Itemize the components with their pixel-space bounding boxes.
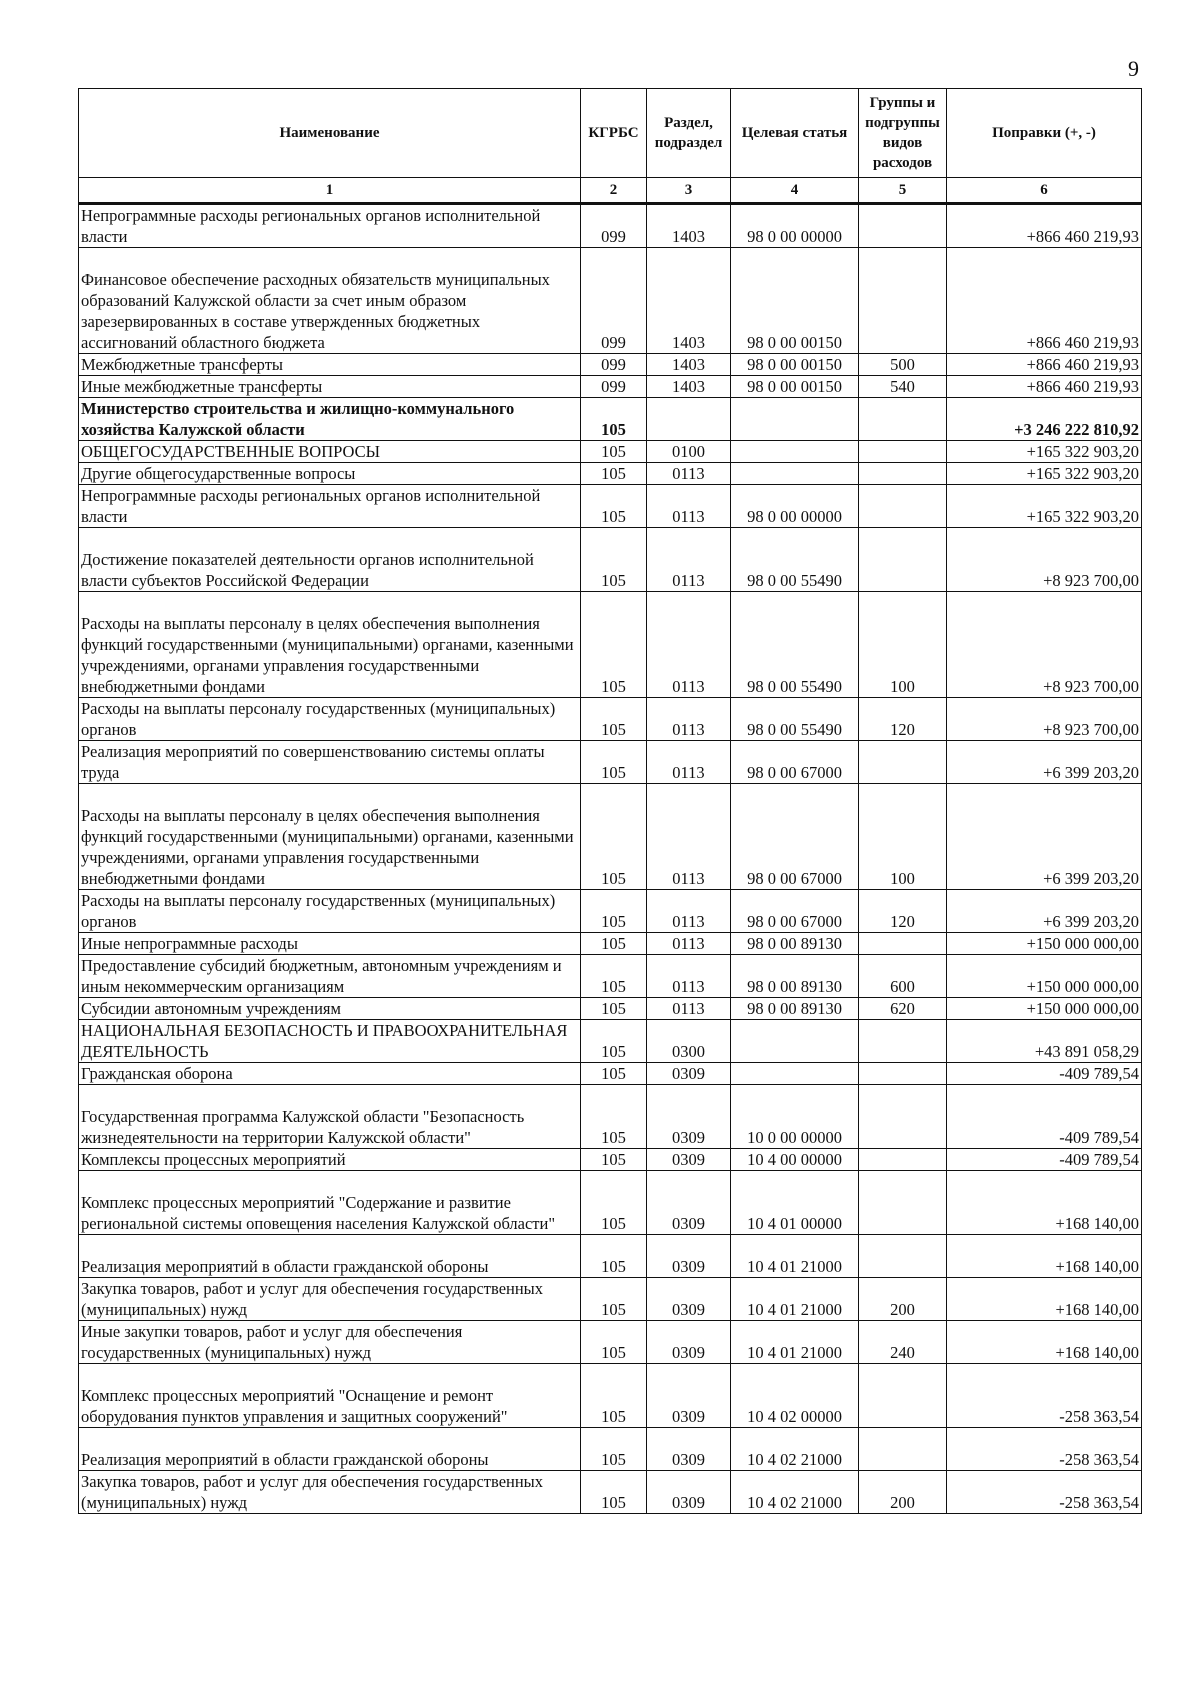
column-number: 1 — [79, 178, 581, 204]
row-target-article: 98 0 00 89130 — [731, 998, 859, 1020]
row-kgrbs: 105 — [581, 955, 647, 998]
row-section: 0309 — [647, 1321, 731, 1364]
row-name: Комплексы процессных мероприятий — [79, 1149, 581, 1171]
row-kgrbs: 099 — [581, 376, 647, 398]
row-amount: +168 140,00 — [947, 1321, 1142, 1364]
row-kgrbs: 105 — [581, 1428, 647, 1471]
row-amount: +6 399 203,20 — [947, 741, 1142, 784]
row-amount: +6 399 203,20 — [947, 890, 1142, 933]
row-amount: +150 000 000,00 — [947, 955, 1142, 998]
row-expense-group: 200 — [859, 1471, 947, 1514]
column-number: 2 — [581, 178, 647, 204]
row-amount: +168 140,00 — [947, 1235, 1142, 1278]
row-expense-group — [859, 741, 947, 784]
row-expense-group — [859, 248, 947, 354]
row-section: 0309 — [647, 1471, 731, 1514]
row-target-article — [731, 398, 859, 441]
row-kgrbs: 105 — [581, 1149, 647, 1171]
row-section: 0113 — [647, 485, 731, 528]
column-number: 3 — [647, 178, 731, 204]
row-section: 0113 — [647, 463, 731, 485]
row-name: Межбюджетные трансферты — [79, 354, 581, 376]
row-target-article: 98 0 00 55490 — [731, 528, 859, 592]
row-name: Расходы на выплаты персоналу государственных (муниципальных) органов — [79, 698, 581, 741]
row-target-article: 98 0 00 67000 — [731, 741, 859, 784]
budget-table — [78, 88, 1142, 1514]
row-section: 0309 — [647, 1235, 731, 1278]
table-row — [79, 398, 1142, 441]
row-target-article: 98 0 00 67000 — [731, 784, 859, 890]
row-name: Другие общегосударственные вопросы — [79, 463, 581, 485]
header-name: Наименование — [79, 89, 581, 178]
row-target-article: 98 0 00 00150 — [731, 354, 859, 376]
row-expense-group — [859, 933, 947, 955]
table-row — [79, 1171, 1142, 1235]
table-row — [79, 1364, 1142, 1428]
row-target-article: 10 4 01 21000 — [731, 1278, 859, 1321]
row-amount: -409 789,54 — [947, 1063, 1142, 1085]
row-kgrbs: 099 — [581, 354, 647, 376]
table-row — [79, 485, 1142, 528]
row-expense-group: 540 — [859, 376, 947, 398]
row-target-article: 10 4 01 21000 — [731, 1321, 859, 1364]
table-row — [79, 1278, 1142, 1321]
header-section: Раздел, подраздел — [647, 89, 731, 178]
row-section: 1403 — [647, 354, 731, 376]
table-row — [79, 784, 1142, 890]
table-row — [79, 1321, 1142, 1364]
row-section: 0113 — [647, 698, 731, 741]
column-number: 5 — [859, 178, 947, 204]
row-section: 0309 — [647, 1171, 731, 1235]
table-row — [79, 1235, 1142, 1278]
header-groups: Группы и подгруппы видов расходов — [859, 89, 947, 178]
row-target-article: 98 0 00 67000 — [731, 890, 859, 933]
row-section: 0113 — [647, 933, 731, 955]
row-target-article: 98 0 00 55490 — [731, 592, 859, 698]
row-section — [647, 398, 731, 441]
row-amount: +165 322 903,20 — [947, 485, 1142, 528]
row-name: Иные закупки товаров, работ и услуг для обеспечения государственных (муниципальных) нужд — [79, 1321, 581, 1364]
row-name: Иные непрограммные расходы — [79, 933, 581, 955]
row-section: 0113 — [647, 741, 731, 784]
table-row — [79, 1149, 1142, 1171]
row-kgrbs: 105 — [581, 1085, 647, 1149]
row-expense-group — [859, 1235, 947, 1278]
table-row — [79, 1020, 1142, 1063]
row-expense-group: 120 — [859, 698, 947, 741]
row-section: 0300 — [647, 1020, 731, 1063]
row-kgrbs: 105 — [581, 1364, 647, 1428]
row-section: 0309 — [647, 1364, 731, 1428]
row-kgrbs: 105 — [581, 463, 647, 485]
row-target-article: 10 4 02 21000 — [731, 1428, 859, 1471]
row-kgrbs: 105 — [581, 528, 647, 592]
row-name: Реализация мероприятий в области гражданской обороны — [79, 1235, 581, 1278]
row-target-article: 10 4 01 00000 — [731, 1171, 859, 1235]
row-expense-group: 100 — [859, 784, 947, 890]
row-kgrbs: 105 — [581, 741, 647, 784]
row-section: 1403 — [647, 376, 731, 398]
row-kgrbs: 105 — [581, 998, 647, 1020]
row-kgrbs: 105 — [581, 1278, 647, 1321]
row-name: Непрограммные расходы региональных органов исполнительной власти — [79, 204, 581, 248]
row-expense-group — [859, 1171, 947, 1235]
row-name: Расходы на выплаты персоналу государственных (муниципальных) органов — [79, 890, 581, 933]
page-number: 9 — [1128, 56, 1139, 81]
row-name: Закупка товаров, работ и услуг для обеспечения государственных (муниципальных) нужд — [79, 1471, 581, 1514]
row-name: Комплекс процессных мероприятий "Оснащение и ремонт оборудования пунктов управления и защитных сооружений" — [79, 1364, 581, 1428]
row-kgrbs: 105 — [581, 1171, 647, 1235]
table-row — [79, 463, 1142, 485]
row-amount: +8 923 700,00 — [947, 592, 1142, 698]
row-name: Предоставление субсидий бюджетным, автономным учреждениям и иным некоммерческим организациям — [79, 955, 581, 998]
row-target-article: 98 0 00 00150 — [731, 248, 859, 354]
row-target-article: 10 4 02 00000 — [731, 1364, 859, 1428]
row-kgrbs: 105 — [581, 1235, 647, 1278]
row-kgrbs: 105 — [581, 1321, 647, 1364]
row-name: ОБЩЕГОСУДАРСТВЕННЫЕ ВОПРОСЫ — [79, 441, 581, 463]
row-amount: +866 460 219,93 — [947, 248, 1142, 354]
table-header — [79, 89, 1142, 204]
row-name: Расходы на выплаты персоналу в целях обеспечения выполнения функций государственными (муниципальными) органами, казенными учреждениями, органами управления государственными внебюджетными фондами — [79, 784, 581, 890]
table-row — [79, 1428, 1142, 1471]
row-expense-group — [859, 1063, 947, 1085]
row-amount: +165 322 903,20 — [947, 463, 1142, 485]
row-section: 0309 — [647, 1428, 731, 1471]
row-expense-group: 200 — [859, 1278, 947, 1321]
row-name: Расходы на выплаты персоналу в целях обеспечения выполнения функций государственными (муниципальными) органами, казенными учреждениями, органами управления государственными внебюджетными фондами — [79, 592, 581, 698]
row-target-article — [731, 463, 859, 485]
row-target-article: 98 0 00 00150 — [731, 376, 859, 398]
column-numbers-row — [79, 178, 1142, 204]
row-target-article — [731, 1020, 859, 1063]
row-target-article: 98 0 00 00000 — [731, 204, 859, 248]
row-target-article: 98 0 00 55490 — [731, 698, 859, 741]
row-kgrbs: 105 — [581, 398, 647, 441]
row-amount: -409 789,54 — [947, 1085, 1142, 1149]
row-section: 0100 — [647, 441, 731, 463]
row-name: Закупка товаров, работ и услуг для обеспечения государственных (муниципальных) нужд — [79, 1278, 581, 1321]
table-row — [79, 955, 1142, 998]
column-number: 6 — [947, 178, 1142, 204]
row-amount: +150 000 000,00 — [947, 933, 1142, 955]
row-kgrbs: 105 — [581, 1020, 647, 1063]
table-row — [79, 741, 1142, 784]
table-row — [79, 441, 1142, 463]
row-kgrbs: 105 — [581, 784, 647, 890]
row-section: 0113 — [647, 592, 731, 698]
row-amount: +8 923 700,00 — [947, 698, 1142, 741]
row-target-article: 98 0 00 89130 — [731, 933, 859, 955]
row-kgrbs: 105 — [581, 1063, 647, 1085]
table-row — [79, 528, 1142, 592]
table-row — [79, 354, 1142, 376]
row-name: Достижение показателей деятельности органов исполнительной власти субъектов Российской Федерации — [79, 528, 581, 592]
row-section: 0113 — [647, 784, 731, 890]
row-expense-group — [859, 1085, 947, 1149]
row-expense-group: 100 — [859, 592, 947, 698]
row-amount: +168 140,00 — [947, 1171, 1142, 1235]
table-row — [79, 592, 1142, 698]
row-name: Министерство строительства и жилищно-коммунального хозяйства Калужской области — [79, 398, 581, 441]
row-amount: +150 000 000,00 — [947, 998, 1142, 1020]
row-amount: +866 460 219,93 — [947, 204, 1142, 248]
row-kgrbs: 105 — [581, 441, 647, 463]
row-expense-group — [859, 1428, 947, 1471]
table-row — [79, 1085, 1142, 1149]
row-section: 0113 — [647, 998, 731, 1020]
row-target-article: 10 4 00 00000 — [731, 1149, 859, 1171]
row-kgrbs: 105 — [581, 933, 647, 955]
row-expense-group: 500 — [859, 354, 947, 376]
table-row — [79, 204, 1142, 248]
row-section: 1403 — [647, 204, 731, 248]
row-amount: +3 246 222 810,92 — [947, 398, 1142, 441]
row-name: Субсидии автономным учреждениям — [79, 998, 581, 1020]
row-expense-group — [859, 1020, 947, 1063]
row-amount: +6 399 203,20 — [947, 784, 1142, 890]
row-expense-group — [859, 528, 947, 592]
row-name: Иные межбюджетные трансферты — [79, 376, 581, 398]
row-target-article — [731, 1063, 859, 1085]
row-amount: +168 140,00 — [947, 1278, 1142, 1321]
row-name: Реализация мероприятий по совершенствованию системы оплаты труда — [79, 741, 581, 784]
row-target-article: 10 4 01 21000 — [731, 1235, 859, 1278]
row-kgrbs: 099 — [581, 204, 647, 248]
table-row — [79, 1063, 1142, 1085]
row-name: Государственная программа Калужской области "Безопасность жизнедеятельности на территории Калужской области" — [79, 1085, 581, 1149]
row-amount: +43 891 058,29 — [947, 1020, 1142, 1063]
row-expense-group — [859, 463, 947, 485]
row-kgrbs: 105 — [581, 890, 647, 933]
row-name: Гражданская оборона — [79, 1063, 581, 1085]
row-expense-group: 240 — [859, 1321, 947, 1364]
row-name: Комплекс процессных мероприятий "Содержание и развитие региональной системы оповещения населения Калужской области" — [79, 1171, 581, 1235]
row-amount: +866 460 219,93 — [947, 354, 1142, 376]
header-target: Целевая статья — [731, 89, 859, 178]
row-kgrbs: 105 — [581, 485, 647, 528]
row-name: Непрограммные расходы региональных органов исполнительной власти — [79, 485, 581, 528]
row-target-article: 98 0 00 89130 — [731, 955, 859, 998]
row-section: 0113 — [647, 890, 731, 933]
row-section: 0113 — [647, 955, 731, 998]
row-kgrbs: 105 — [581, 592, 647, 698]
row-amount: +165 322 903,20 — [947, 441, 1142, 463]
row-section: 0309 — [647, 1063, 731, 1085]
row-expense-group — [859, 1149, 947, 1171]
table-row — [79, 998, 1142, 1020]
row-expense-group: 620 — [859, 998, 947, 1020]
table-row — [79, 248, 1142, 354]
row-amount: -258 363,54 — [947, 1428, 1142, 1471]
row-target-article: 10 0 00 00000 — [731, 1085, 859, 1149]
row-section: 0113 — [647, 528, 731, 592]
row-section: 0309 — [647, 1149, 731, 1171]
table-row — [79, 1471, 1142, 1514]
row-kgrbs: 105 — [581, 1471, 647, 1514]
table-body — [79, 204, 1142, 1514]
table-row — [79, 698, 1142, 741]
row-target-article: 10 4 02 21000 — [731, 1471, 859, 1514]
row-name: Реализация мероприятий в области гражданской обороны — [79, 1428, 581, 1471]
row-expense-group: 600 — [859, 955, 947, 998]
row-section: 0309 — [647, 1278, 731, 1321]
row-amount: +866 460 219,93 — [947, 376, 1142, 398]
row-expense-group: 120 — [859, 890, 947, 933]
row-expense-group — [859, 1364, 947, 1428]
row-name: Финансовое обеспечение расходных обязательств муниципальных образований Калужской области за счет иным образом зарезервированных в составе утвержденных бюджетных ассигнований областного бюджета — [79, 248, 581, 354]
row-expense-group — [859, 441, 947, 463]
column-number: 4 — [731, 178, 859, 204]
row-name: НАЦИОНАЛЬНАЯ БЕЗОПАСНОСТЬ И ПРАВООХРАНИТЕЛЬНАЯ ДЕЯТЕЛЬНОСТЬ — [79, 1020, 581, 1063]
row-expense-group — [859, 485, 947, 528]
row-amount: -258 363,54 — [947, 1364, 1142, 1428]
row-section: 1403 — [647, 248, 731, 354]
row-target-article — [731, 441, 859, 463]
row-amount: +8 923 700,00 — [947, 528, 1142, 592]
row-expense-group — [859, 398, 947, 441]
row-expense-group — [859, 204, 947, 248]
row-section: 0309 — [647, 1085, 731, 1149]
header-kgrbs: КГРБС — [581, 89, 647, 178]
table-row — [79, 376, 1142, 398]
table-row — [79, 890, 1142, 933]
table-row — [79, 933, 1142, 955]
row-amount: -258 363,54 — [947, 1471, 1142, 1514]
header-amendments: Поправки (+, -) — [947, 89, 1142, 178]
row-kgrbs: 099 — [581, 248, 647, 354]
row-target-article: 98 0 00 00000 — [731, 485, 859, 528]
row-amount: -409 789,54 — [947, 1149, 1142, 1171]
header-row — [79, 89, 1142, 178]
row-kgrbs: 105 — [581, 698, 647, 741]
